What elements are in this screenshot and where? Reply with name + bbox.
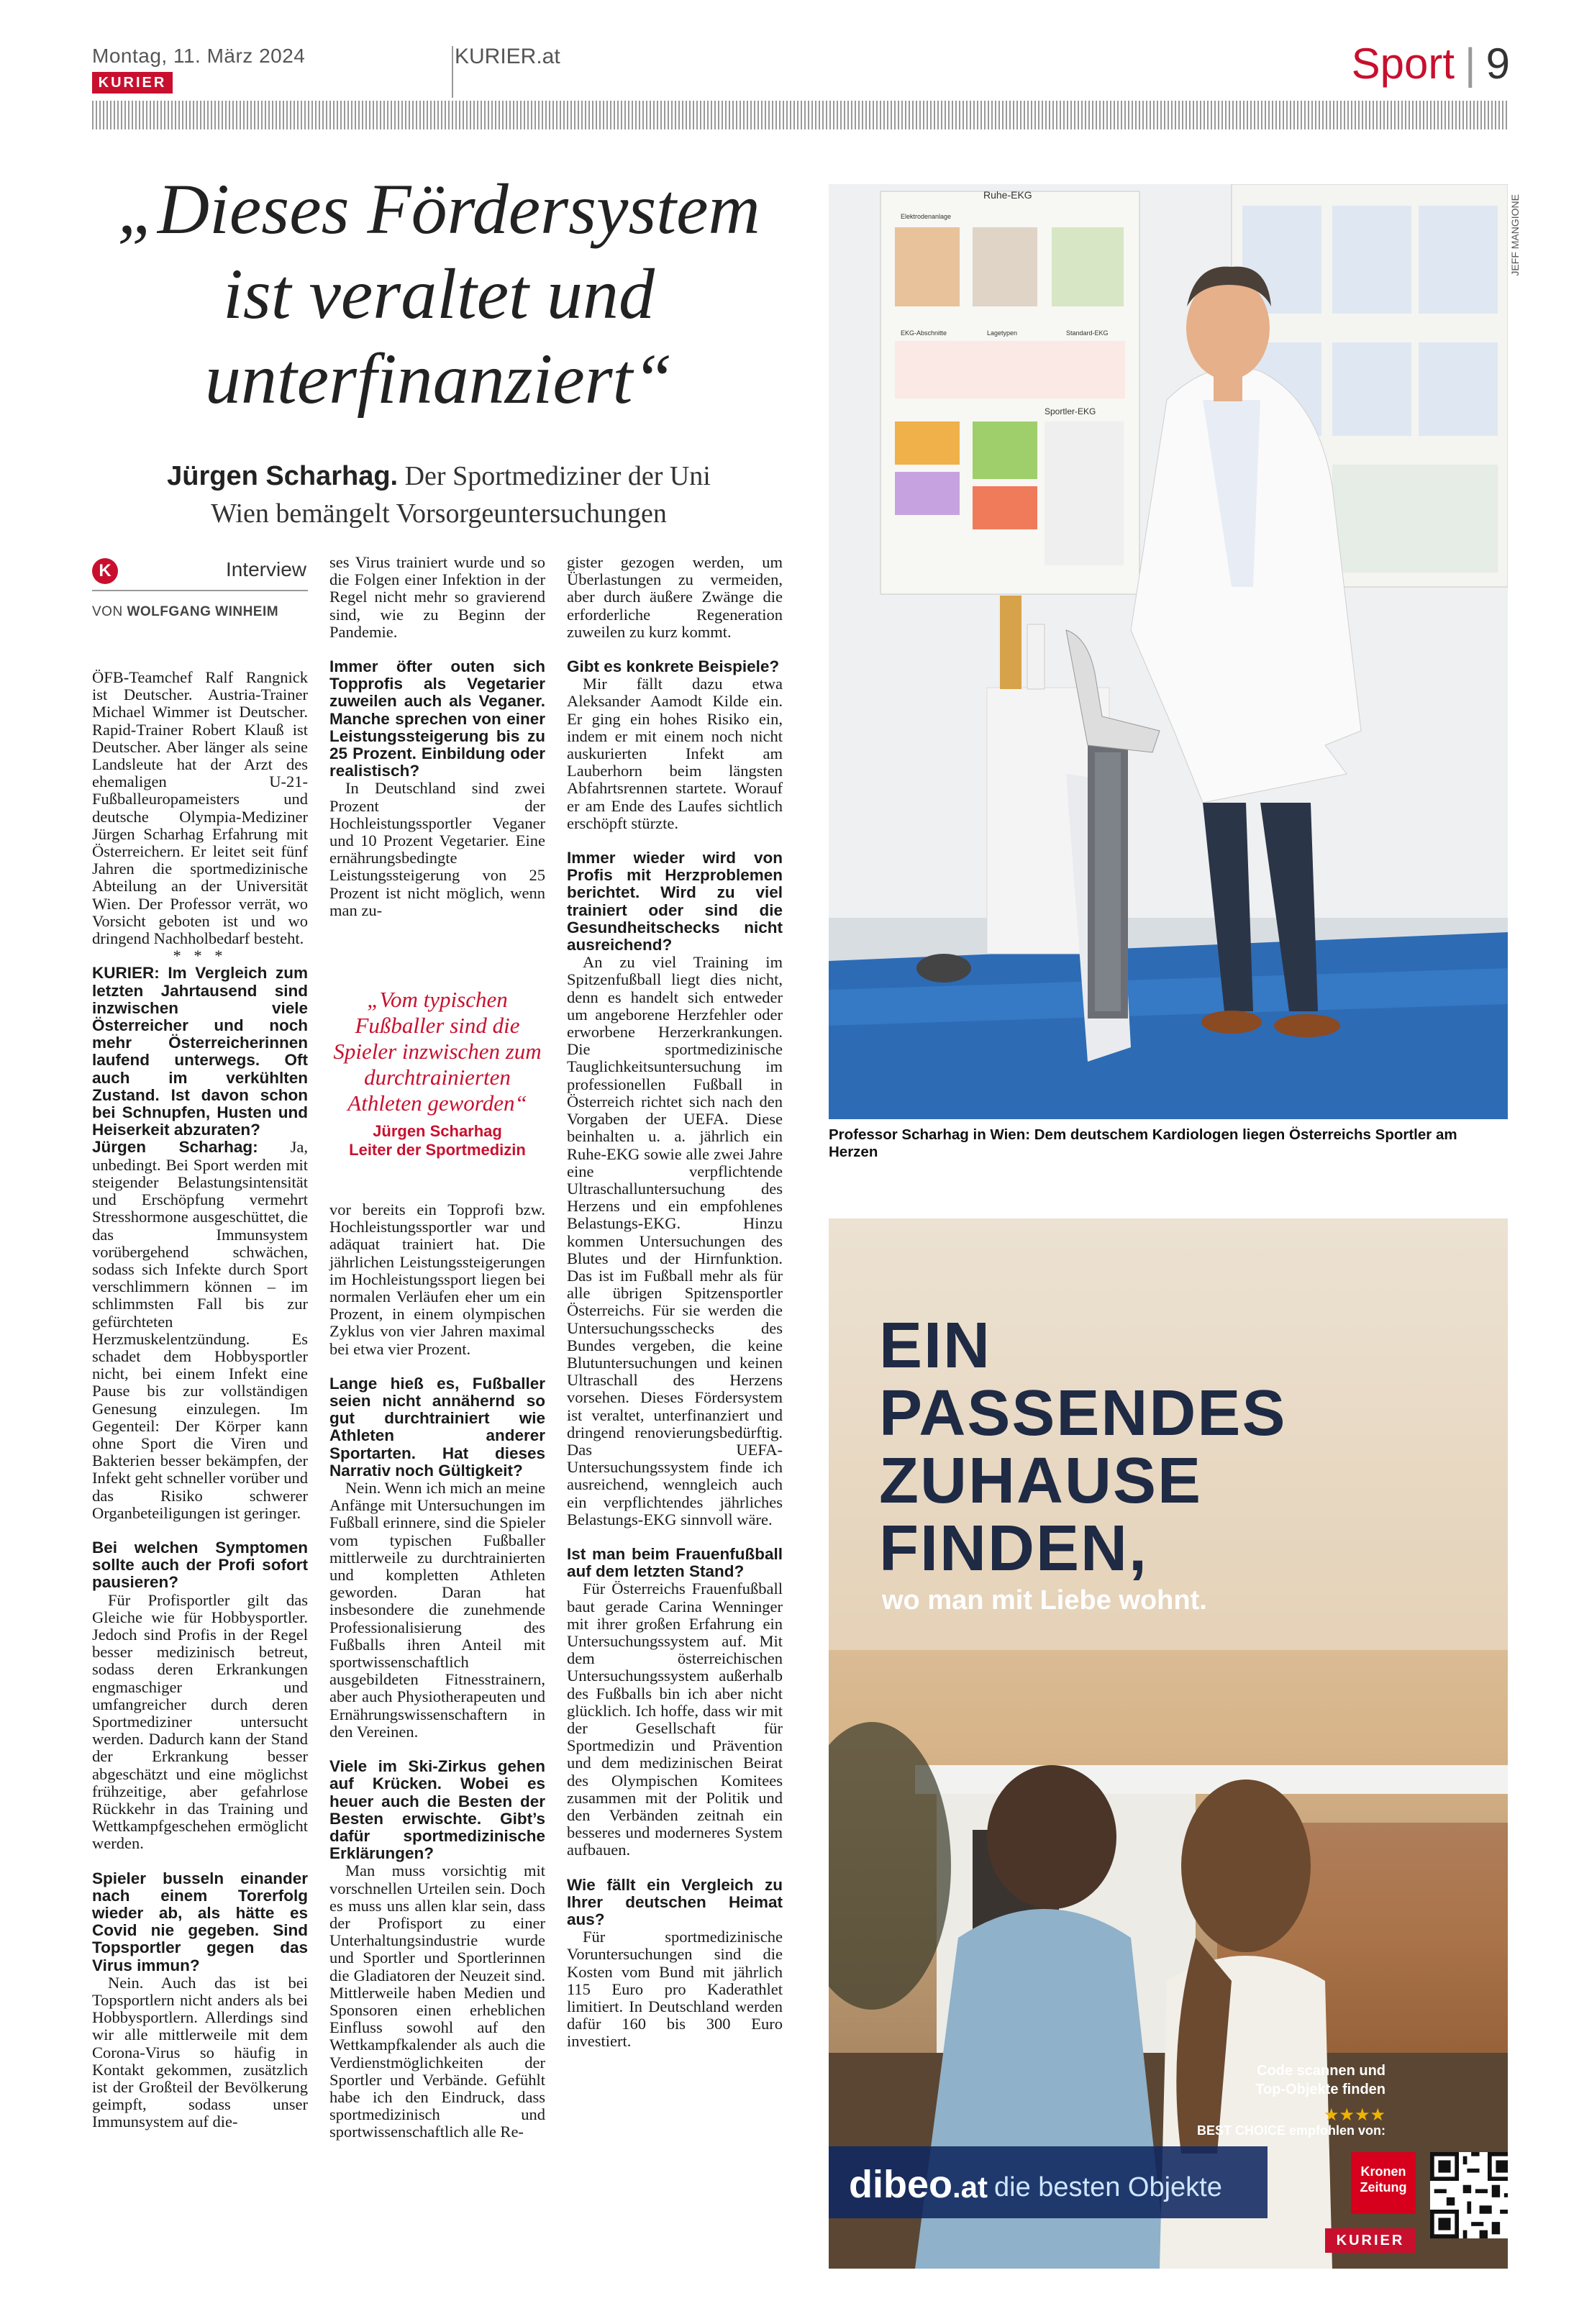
best-choice-label: BEST CHOICE empfohlen von: (1196, 2123, 1385, 2138)
subhead (108, 457, 770, 532)
star-rating-icon: ★★★★ (1323, 2106, 1385, 2125)
header-rule (92, 101, 1509, 129)
poster-label: Sportler-EKG (1045, 406, 1096, 416)
answer: Für Profisportler gilt das Gleiche wie für Hobbysportler. Jedoch sind Profis in der Regel besser medizinisch betreut, sodass deren Erkrankungen engmaschiger und umfangreicher durch deren Sportmediziner untersucht werden. Dadurch kann der Stand der Erkrankung besser abgeschätzt und eine möglichst frühzeitige, aber gefahrlose Rückkehr in das Training und Wettkampfgeschehen ermöglicht werden. (92, 1590, 308, 1853)
question: Viele im Ski-Zirkus gehen auf Krücken. Wobei es heuer auch die Besten der Besten erwischte. Gibt’s dafür sportmedizinische Erklärungen? (329, 1757, 545, 1863)
section-name: Sport (1351, 40, 1455, 88)
poster-label: Elektrodenanlage (901, 213, 952, 220)
answer: Für Österreichs Frauenfußball baut gerade Carina Wenninger mit ihrer großen Erfahrung ein Untersuchungssystem auf. Mit dem österreichischen Untersuchungssystem außerhalb des Fußballs bin ich aber nicht glücklich. Ich hoffe, dass wir mit der Gesellschaft für Sportmedizin und Prävention und dem medizinischen Beirat des Olympischen Komitees zusammen mit der Politik und den Verbänden zeitnah ein besseres und moderneres System aufbauen. (567, 1580, 783, 1859)
answer: Mir fällt dazu etwa Aleksander Aamodt Kilde ein. Er ging ein hohes Risiko ein, indem er mit einem noch nicht auskurierten Infekt am Lauberhorn beim längsten Abfahrtsrennen startete. Worauf er am Ende des Laufes sichtlich erschöpft stürzte. (567, 675, 783, 832)
ad-scan-line: Code scannen und (1257, 2063, 1385, 2079)
doctor-photo-illustration (829, 184, 1508, 1119)
dibeo-logo[interactable] (849, 2162, 988, 2207)
answer: An zu viel Training im Spitzenfußball liegt dies nicht, denn es handelt sich entweder um angeborene Herzfehler oder erworbene Herzerkrankungen. Die sportmedizinische Tauglichkeitsuntersuchung im professionellen Fußball in Österreich richtet sich nach den Vorgaben der UEFA. Diese beinhalten u. a. jährlich ein Ruhe-EKG sowie alle zwei Jahre eine verpflichtende Ultraschalluntersuchung des Herzens und ein empfohlenes Belastungs-EKG. Hinzu kommen Untersuchungen des Blutes und der Hirnfunktion. Das ist im Fußball mehr als für alle übrigen Spitzensportler Österreichs. Für sie werden die Untersuchungsschecks des Bundes vergeben, die keine Blutuntersuchungen und keinen Ultraschall des Herzens vorsehen. Dieses Fördersystem ist veraltet, unterfinanziert und dringend renovierungsbedürftig. Das UEFA-Untersuchungssystem finde ich ausreichend, wenngleich auch ein verpflichtendes jährliches Belastungs-EKG sinnvoll wäre. (567, 953, 783, 1528)
intro-paragraph: ÖFB-Teamchef Ralf Rangnick ist Deutscher. Austria-Trainer Michael Wimmer ist Deutscher. Rapid-Trainer Robert Klauß ist Deutscher. Aber länger als seine Landsleute hat der Arzt des ehemaligen U-21-Fußballeuropameisters und deutsche Olympia-Mediziner Jürgen Scharhag Erfahrung mit Österreichern. Er leitet seit fünf Jahren die sportmedizinische Abteilung an der Universität Wien. Der Professor verrät, wo Vorsicht geboten ist und wo dringend Nachholbedarf besteht. (92, 668, 308, 948)
article-column-1 (92, 669, 308, 2131)
ad-headline-line: ZUHAUSE (879, 1445, 1203, 1517)
answer-text: Ja, unbedingt. Bei Sport werden mit steigender Belastungsintensität und Erschöpfung vermehrt Stresshormone ausgeschüttet, die das Immunsystem vorübergehend schwächen, sodass sich Infekte durch Sport verschlimmern können – im schlimmsten Fall bis zur gefürchteten Herzmuskelentzündung. Es schadet dem Hobbysportler nicht, bei einem Infekt eine Pause bis zur vollständigen Genesung einzulegen. Im Gegenteil: Der Körper kann ohne Sport die Viren und Bakterien besser bekämpfen, der Infekt geht schneller vorüber und das Risiko schwerer Organbeteiligungen ist geringer. (92, 1138, 309, 1522)
headline-line: unterfinanziert“ (204, 339, 673, 419)
question: Wie fällt ein Vergleich zu Ihrer deutschen Heimat aus? (567, 1875, 783, 1929)
byline-prefix: VON (92, 604, 127, 619)
subhead-name: Jürgen Scharhag. (167, 461, 399, 491)
article-column-2-top (329, 554, 545, 919)
answer: Für sportmedizinische Voruntersuchungen sind die Kosten vom Bund mit jährlich 115 Euro pro Kaderathlet limitiert. In Deutschland werden dafür 160 bis 300 Euro investiert. (567, 1928, 783, 2051)
answer: Nein. Wenn ich mich an meine Anfänge mit Untersuchungen im Fußball erinnere, sind die Spieler vom typischen Fußballer mittlerweile zu durchtrainierten und kompletten Athleten geworden. Daran hat insbesondere die zunehmende Professionalisierung des Fußballs ihren Anteil mit sportwissenschaftlich ausgebildeten Fitnesstrainern, aber auch Physiotherapeuten und Ernährungswissenschaftern in den Vereinen. (329, 1479, 545, 1741)
question: Spieler busseln einander nach einem Torerfolg wieder ab, als hätte es Covid nie gegeben. Sind Topsportler gegen das Virus immun? (92, 1869, 308, 1974)
kronen-zeitung-logo: Kronen Zeitung (1351, 2152, 1416, 2214)
question (92, 965, 308, 1139)
kurier-ad-logo: KURIER (1325, 2228, 1416, 2253)
site-name: KURIER.at (455, 45, 560, 68)
kurier-badge-icon: K (92, 558, 118, 584)
answer: Nein. Auch das ist bei Topsportlern nicht anders als bei Hobbysportlern. Allerdings sind wir alle mittlerweile mit dem Corona-Virus so häufig in Kontakt gekommen, zusätzlich ist der Großteil der Bevölkerung geimpft, sodass unser Immunsystem auf die- (92, 1973, 308, 2131)
byline (92, 604, 278, 620)
kicker-rule (92, 590, 308, 591)
kurier-logo: KURIER (92, 72, 173, 94)
answer-lead: Jürgen Scharhag: (92, 1138, 258, 1157)
headline-line: ist veraltet und (223, 254, 655, 334)
ad-slogan: die besten Objekte (994, 2172, 1222, 2202)
dibeo-logo-suffix: .at (952, 2170, 988, 2204)
article-column-3 (567, 554, 783, 2051)
poster-label: Standard-EKG (1066, 329, 1109, 337)
answer: gister gezogen werden, um Überlastungen zu vermeiden, aber durch äußere Zwänge die erforderliche Regeneration zuweilen zu kurz kommt. (567, 553, 783, 641)
kicker-label: Interview (225, 558, 306, 580)
pull-quote-attribution (329, 1122, 545, 1159)
section-separator: * * * (173, 947, 227, 965)
ad-headline-line: FINDEN, (879, 1513, 1148, 1585)
ad-headline-line: PASSENDES (879, 1377, 1287, 1449)
pull-quote: „Vom typischen Fußballer sind die Spieler inzwischen zum durchtrainierten Athleten geworden“ (333, 987, 542, 1116)
headline-line: „Dieses Fördersystem (117, 169, 760, 249)
question: Ist man beim Frauenfußball auf dem letzten Stand? (567, 1544, 783, 1581)
question: Immer wieder wird von Profis mit Herzproblemen berichtet. Wird zu viel trainiert oder sind die Gesundheitschecks nicht ausreichend? (567, 849, 783, 954)
section-header: Sport | 9 (1351, 40, 1510, 88)
qr-code-icon[interactable] (1430, 2152, 1508, 2238)
page-number: 9 (1485, 40, 1510, 88)
article-column-2-bottom (329, 1201, 545, 2141)
article-photo (829, 184, 1508, 1119)
qr-code-graphic (1430, 2152, 1508, 2238)
photo-credit: JEFF MANGIONE (1509, 194, 1521, 276)
answer: In Deutschland sind zwei Prozent der Hochleistungssportler Veganer und 10 Prozent Vegetarier. Eine ernährungsbedingte Leistungssteigerung von 25 Prozent ist nicht möglich, wenn man zu- (329, 779, 545, 919)
photo-caption: Professor Scharhag in Wien: Dem deutschem Kardiologen liegen Österreichs Sportler am Herzen (829, 1126, 1457, 1160)
ad-headline (879, 1310, 1287, 1585)
dibeo-logo-text: dibeo (849, 2163, 952, 2206)
answer (92, 1139, 308, 1521)
byline-author: WOLFGANG WINHEIM (127, 604, 279, 619)
ad-headline-line: EIN (879, 1310, 992, 1382)
question-lead: KURIER: (92, 964, 160, 983)
answer: vor bereits ein Topprofi bzw. Hochleistungssportler war und adäquat trainiert hat. Die jährlichen Leistungssteigerungen im Hochleistungssport liegen bei normalen Verläufen eher um ein Prozent, in einem olympischen Zyklus von vier Jahren maximal bei etwa vier Prozent. (329, 1200, 545, 1358)
poster-label: Lagetypen (987, 329, 1018, 337)
pull-quote-name: Jürgen Scharhag (373, 1122, 502, 1140)
question: Immer öfter outen sich Topprofis als Vegetarier zuweilen auch als Veganer. Manche sprechen von einer Leistungssteigerung bis zu 25 Prozent. Einbildung oder realistisch? (329, 657, 545, 780)
headline (94, 167, 784, 421)
answer: Man muss vorsichtig mit vorschnellen Urteilen sein. Doch es muss uns allen klar sein, dass der Profisport zu einer Unterhaltungsindustrie wurde und Sportler und Sportlerinnen die Gladiatoren der Neuzeit sind. Mittlerweile haben Medien und Sponsoren einen erheblichen Einfluss sowohl auf den Wettkampfkalender als auch die Verdienstmöglichkeiten der Sportler und Verbände. Gefühlt habe ich den Eindruck, dass sportmedizinisch und sportwissenschaftlich alle Re- (329, 1862, 545, 2141)
poster-label: EKG-Abschnitte (901, 329, 947, 337)
subhead-text: Wien bemängelt Vorsorgeuntersuchungen (211, 498, 667, 529)
issue-date: Montag, 11. März 2024 (92, 45, 306, 67)
answer: ses Virus trainiert wurde und so die Folgen einer Infektion in der Regel nicht mehr so gravierend sind, wie zu Beginn der Pandemie. (329, 553, 545, 641)
question: Bei welchen Symptomen sollte auch der Profi sofort pausieren? (92, 1538, 308, 1592)
poster-title: Ruhe-EKG (983, 189, 1032, 201)
subhead-text: Der Sportmediziner der Uni (398, 461, 711, 491)
advertisement[interactable] (829, 1218, 1508, 2269)
ad-scan-text (1170, 2061, 1385, 2099)
question: Lange hieß es, Fußballer seien nicht annähernd so gut durchtrainiert wie Athleten anderer Sportarten. Hat dieses Narrativ noch Gültigkeit? (329, 1374, 545, 1480)
ad-subtitle: wo man mit Liebe wohnt. (882, 1585, 1207, 1616)
question: Gibt es konkrete Beispiele? (567, 657, 780, 676)
pull-quote-role: Leiter der Sportmedizin (349, 1141, 526, 1159)
ad-scan-line: Top-Objekte finden (1255, 2082, 1385, 2097)
header-divider (452, 46, 453, 98)
question-text: Im Vergleich zum letzten Jahrtausend sind inzwischen viele Österreicher und noch mehr Österreicherinnen laufend unterwegs. Oft auch im verkühlten Zustand. Ist davon schon bei Schnupfen, Husten und Heiserkeit abzuraten? (92, 964, 308, 1139)
